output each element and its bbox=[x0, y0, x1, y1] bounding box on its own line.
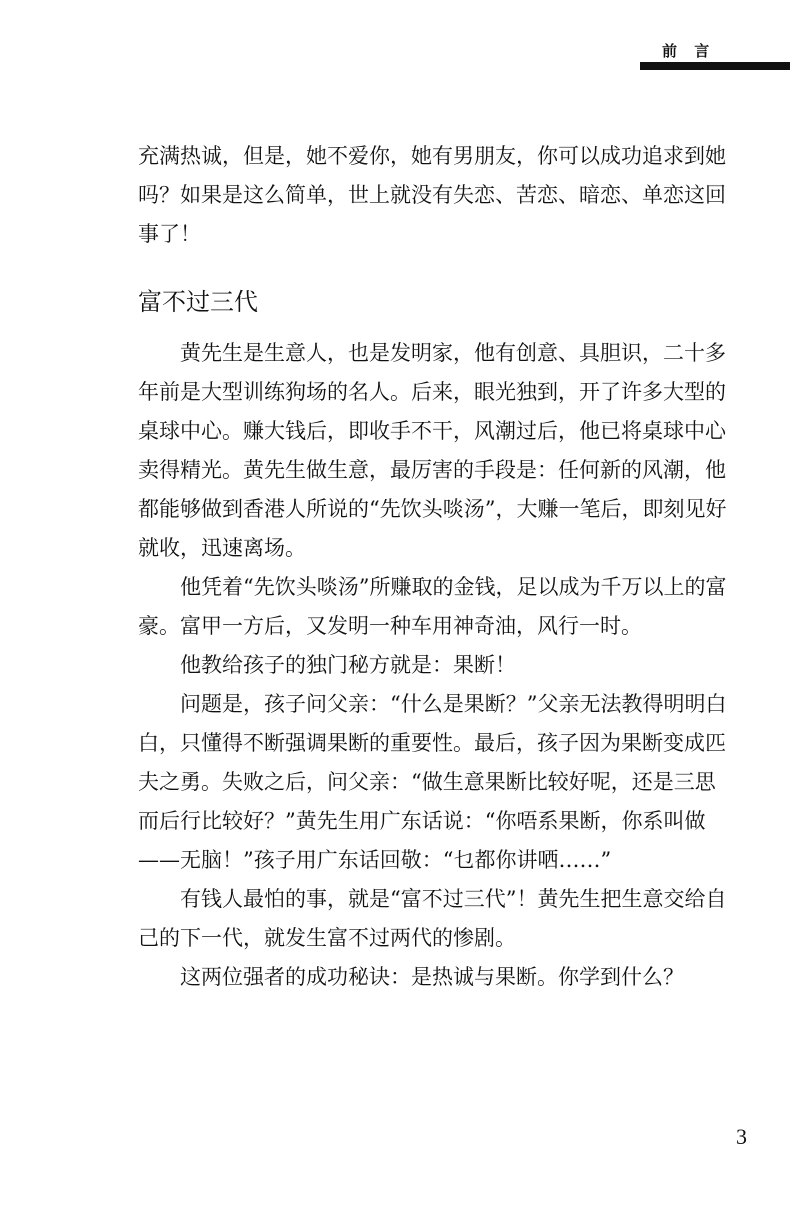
body-paragraph-4: 问题是，孩子问父亲：“什么是果断？”父亲无法教得明明白白，只懂得不断强调果断的重要性。最后，孩子因为果断变成匹夫之勇。失败之后，问父亲：“做生意果断比较好呢，还是三思而后行比较好？”黄先生用广东话说：“你唔系果断，你系叫做——无脑！”孩子用广东话回敬：“乜都你讲哂……” bbox=[138, 692, 727, 872]
intro-paragraph: 充满热诚，但是，她不爱你，她有男朋友，你可以成功追求到她吗？如果是这么简单，世上就没有失恋、苦恋、暗恋、单恋这回事了！ bbox=[138, 144, 726, 246]
section-heading: 富不过三代 bbox=[138, 288, 258, 316]
page-number: 3 bbox=[736, 1124, 747, 1149]
section-body bbox=[138, 334, 728, 997]
header-rule bbox=[640, 62, 790, 70]
intro-text bbox=[138, 137, 728, 254]
body-paragraph-3: 他教给孩子的独门秘方就是：果断！ bbox=[180, 653, 516, 677]
header-label: 前 言 bbox=[662, 42, 716, 60]
body-paragraph-1: 黄先生是生意人，也是发明家，他有创意、具胆识，二十多年前是大型训练狗场的名人。后来，眼光独到，开了许多大型的桌球中心。赚大钱后，即收手不干，风潮过后，他已将桌球中心卖得精光。黄先生做生意，最厉害的手段是：任何新的风潮，他都能够做到香港人所说的“先饮头啖汤”，大赚一笔后，即刻见好就收，迅速离场。 bbox=[138, 341, 727, 560]
body-paragraph-2: 他凭着“先饮头啖汤”所赚取的金钱，足以成为千万以上的富豪。富甲一方后，又发明一种车用神奇油，风行一时。 bbox=[138, 575, 727, 638]
body-paragraph-5: 有钱人最怕的事，就是“富不过三代”！黄先生把生意交给自己的下一代，就发生富不过两代的惨剧。 bbox=[138, 887, 727, 950]
body-paragraph-6: 这两位强者的成功秘诀：是热诚与果断。你学到什么？ bbox=[180, 965, 684, 989]
